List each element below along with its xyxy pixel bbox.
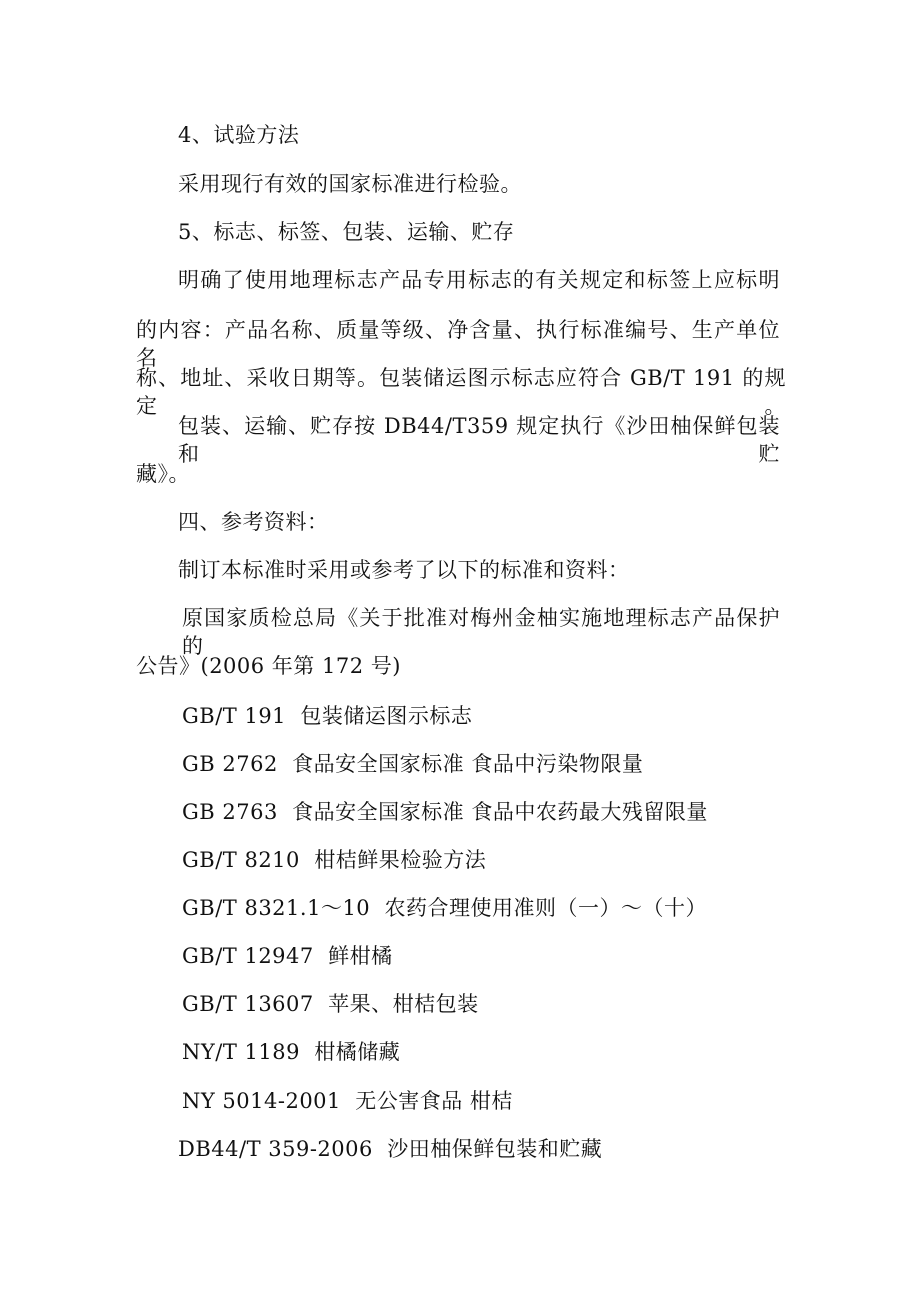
reference-item: GB/T 13607 苹果、柑桔包装 — [182, 992, 479, 1016]
reference-item: GB/T 8321.1～10 农药合理使用准则（一）～（十） — [182, 896, 708, 920]
reference-item: GB/T 12947 鲜柑橘 — [182, 944, 393, 968]
section-5-paragraph-2-line-1: 包装、运输、贮存按 DB44/T359 规定执行《沙田柚保鲜包装和贮 — [178, 414, 780, 466]
reference-item: GB/T 191 包装储运图示标志 — [182, 704, 473, 728]
references-intro: 制订本标准时采用或参考了以下的标准和资料： — [178, 558, 630, 582]
announcement-line-2: 公告》(2006 年第 172 号) — [136, 654, 401, 678]
reference-item: DB44/T 359-2006 沙田柚保鲜包装和贮藏 — [178, 1137, 603, 1161]
section-5-paragraph-1-line-2: 的内容：产品名称、质量等级、净含量、执行标准编号、生产单位名 — [136, 318, 780, 370]
section-5-paragraph-2-line-2: 藏》。 — [136, 462, 190, 486]
section-4-body: 采用现行有效的国家标准进行检验。 — [178, 172, 522, 196]
reference-item: GB 2763 食品安全国家标准 食品中农药最大残留限量 — [182, 800, 708, 824]
reference-item: GB 2762 食品安全国家标准 食品中污染物限量 — [182, 752, 644, 776]
section-5-paragraph-1-line-1: 明确了使用地理标志产品专用标志的有关规定和标签上应标明 — [178, 268, 780, 292]
section-4-heading: 4、试验方法 — [178, 123, 300, 147]
announcement-line-1: 原国家质检总局《关于批准对梅州金柚实施地理标志产品保护的 — [182, 606, 780, 658]
reference-item: NY 5014-2001 无公害食品 柑桔 — [182, 1089, 513, 1113]
section-5-heading: 5、标志、标签、包装、运输、贮存 — [178, 220, 515, 244]
section-5-paragraph-1-line-3: 称、地址、采收日期等。包装储运图示标志应符合 GB/T 191 的规定。 — [136, 366, 786, 418]
reference-item: GB/T 8210 柑桔鲜果检验方法 — [182, 848, 487, 872]
section-four-heading: 四、参考资料： — [178, 510, 329, 534]
reference-item: NY/T 1189 柑橘储藏 — [182, 1040, 401, 1064]
